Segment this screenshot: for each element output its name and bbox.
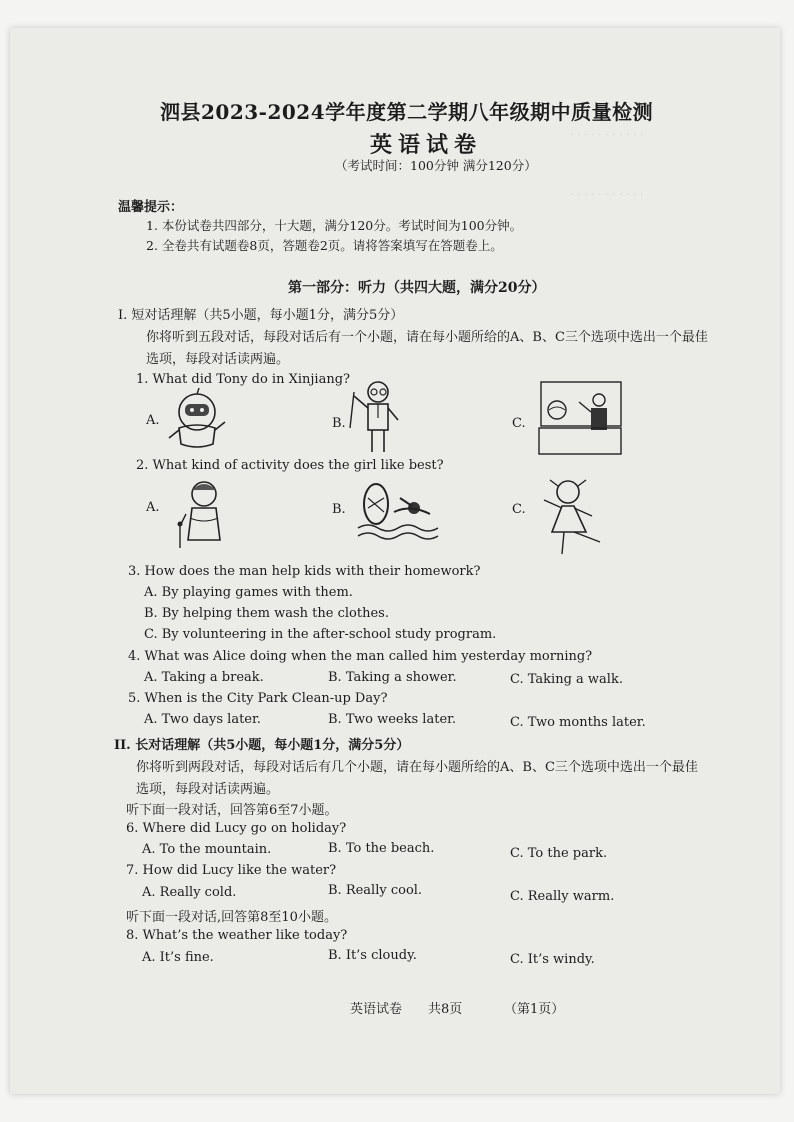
section2-heading: II. 长对话理解（共5小题，每小题1分，满分5分） [114,738,410,753]
q2-option-b: B. [332,502,346,517]
q1-option-b: B. [332,416,346,431]
q4-option-a: A. Taking a break. [144,670,264,685]
exam-paper [10,28,780,1094]
q4-option-c: C. Taking a walk. [510,672,623,687]
section2-instruction: 选项，每段对话读两遍。 [136,782,280,797]
q8-option-b: B. It’s cloudy. [328,948,417,963]
q1-option-a: A. [146,413,160,428]
question-5: 5. When is the City Park Clean-up Day? [128,691,388,706]
q6-option-a: A. To the mountain. [142,842,272,857]
q7-option-a: A. Really cold. [142,885,237,900]
teacher-at-blackboard-picture [535,378,625,458]
dialogue-group-2: 听下面一段对话,回答第8至10小题。 [126,910,337,925]
q3-option-c: C. By volunteering in the after-school study program. [144,627,497,642]
question-8: 8. What’s the weather like today? [126,928,348,943]
q5-option-c: C. Two months later. [510,715,646,730]
show-through-text: · · · · · · · · · · · [570,188,644,201]
girl-dancing-picture [532,476,608,558]
section1-instruction: 选项，每段对话读两遍。 [146,352,290,367]
tip-item: 1. 本份试卷共四部分，十大题，满分120分。考试时间为100分钟。 [146,218,523,233]
q7-option-c: C. Really warm. [510,889,615,904]
q4-option-b: B. Taking a shower. [328,670,457,685]
exam-subtitle: 英语试卷 [370,132,483,158]
q6-option-c: C. To the park. [510,846,608,861]
q2-option-a: A. [146,500,160,515]
q8-option-a: A. It’s fine. [142,950,214,965]
question-1: 1. What did Tony do in Xinjiang? [136,372,350,387]
show-through-text: · · · · · · · · · · · [570,128,644,141]
part1-title: 第一部分：听力（共四大题，满分20分） [288,280,546,296]
q7-option-b: B. Really cool. [328,883,423,898]
tips-label: 温馨提示： [118,200,184,215]
footer-page-count: 共8页 [428,1002,463,1017]
footer-page-number: （第1页） [504,1002,565,1017]
question-4: 4. What was Alice doing when the man called him yesterday morning? [128,649,593,664]
section1-instruction: 你将听到五段对话，每段对话后有一个小题，请在每小题所给的A、B、C三个选项中选出一个最佳 [146,330,708,345]
question-3: 3. How does the man help kids with their homework? [128,564,481,579]
section1-heading: Ⅰ. 短对话理解（共5小题，每小题1分，满分5分） [118,308,404,323]
astronaut-picture [165,388,235,452]
dialogue-group-1: 听下面一段对话，回答第6至7小题。 [126,803,338,818]
tip-item: 2. 全卷共有试题卷8页，答题卷2页。请将答案填写在答题卷上。 [146,238,503,253]
man-with-cane-picture [346,378,406,458]
q2-option-c: C. [512,502,526,517]
question-7: 7. How did Lucy like the water? [126,863,337,878]
footer-subject: 英语试卷 [350,1002,403,1017]
q8-option-c: C. It’s windy. [510,952,595,967]
q3-option-a: A. By playing games with them. [144,585,353,600]
exam-info: （考试时间：100分钟 满分120分） [335,158,537,173]
q1-option-c: C. [512,416,526,431]
question-6: 6. Where did Lucy go on holiday? [126,821,347,836]
q3-option-b: B. By helping them wash the clothes. [144,606,389,621]
q6-option-b: B. To the beach. [328,841,435,856]
q5-option-b: B. Two weeks later. [328,712,457,727]
section2-instruction: 你将听到两段对话，每段对话后有几个小题，请在每小题所给的A、B、C三个选项中选出一个最佳 [136,760,698,775]
swimmer-picture [354,478,444,544]
q5-option-a: A. Two days later. [144,712,261,727]
question-2: 2. What kind of activity does the girl like best? [136,458,444,473]
girl-singing-picture [168,478,238,550]
exam-title: 泗县2023-2024学年度第二学期八年级期中质量检测 [160,100,654,124]
